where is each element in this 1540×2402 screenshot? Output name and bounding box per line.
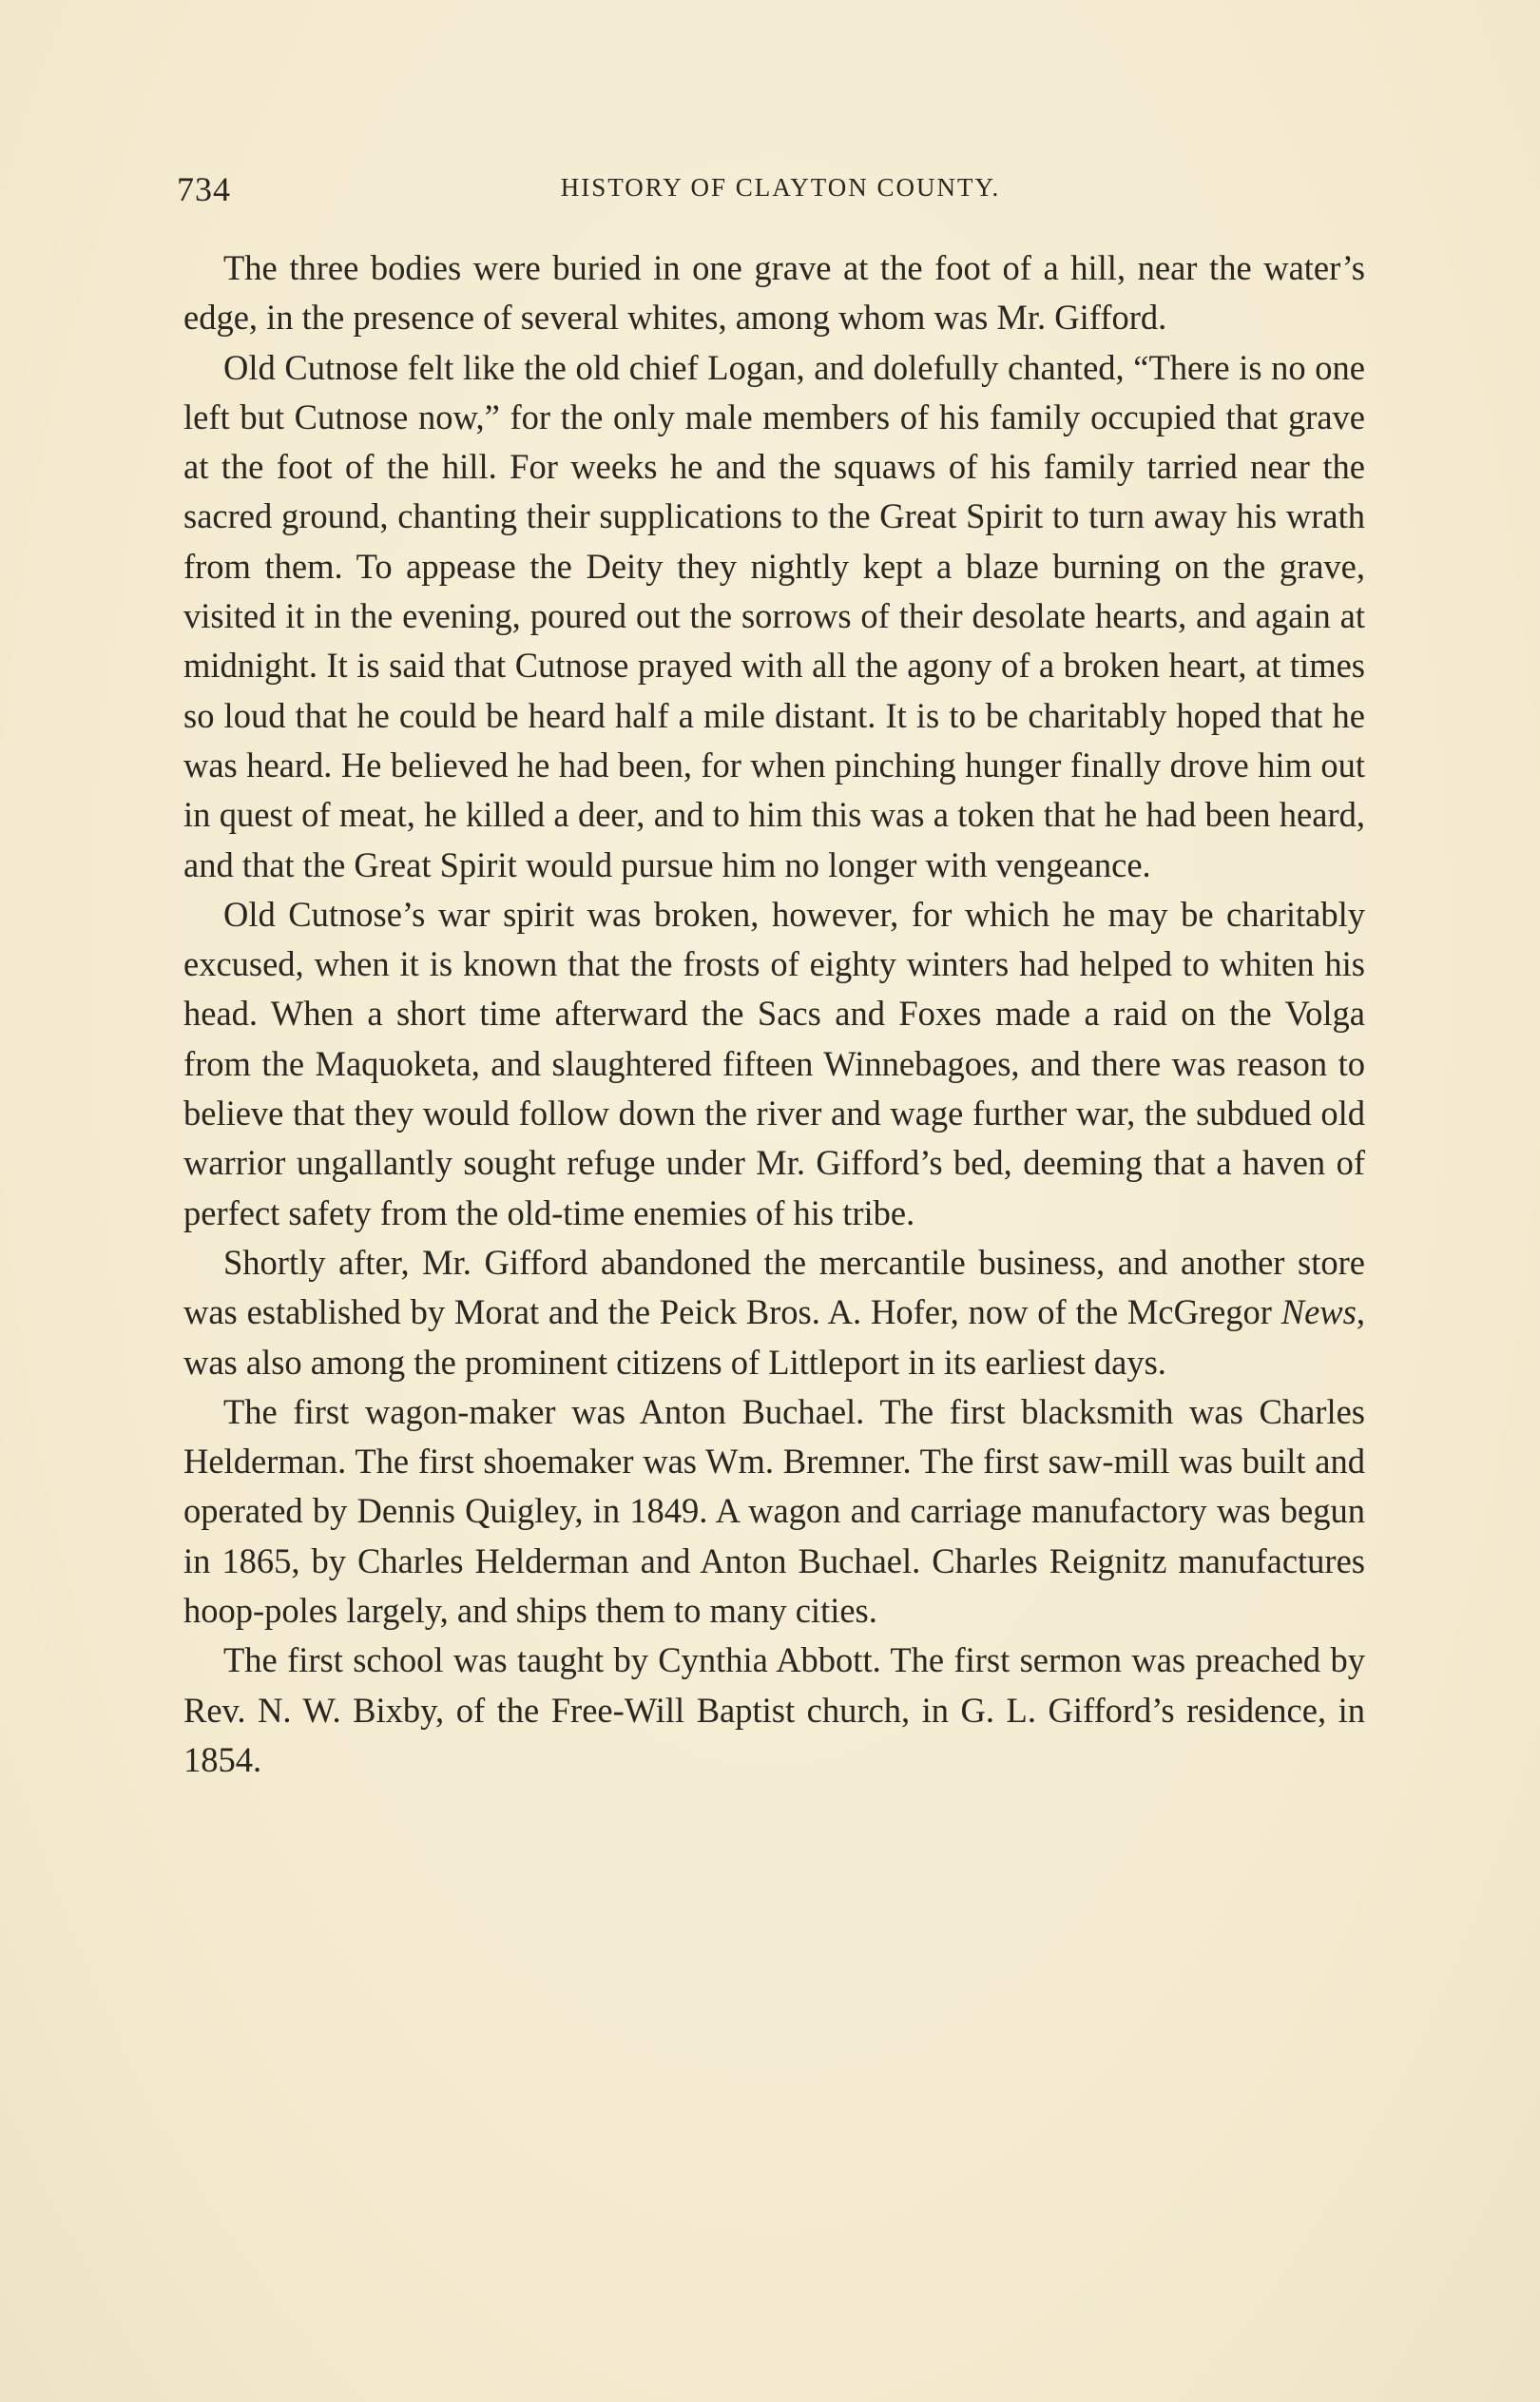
paragraph-first-tradesmen: The first wagon-maker was Anton Buchael. The first blacksmith was Charles Helderman. The first shoemaker was Wm. Bremner. The first saw-mill was built and operated by Dennis Quigley, in 1849. A wagon and carriage manufactory was begun in 1865, by Charles Helderman and Anton Buchael. Charles Reignitz manufactures hoop-poles largely, and ships them to many cities. (183, 1391, 1365, 1631)
paragraph-cutnose-mourning: Old Cutnose felt like the old chief Logan, and dolefully chanted, “There is no one left but Cutnose now,” for the only male members of his family occupied that grave at the foot of the hill. For weeks he and the squaws of his family tarried near the sacred ground, chanting their supplications to the Great Spirit to turn away his wrath from them. To appease the Deity they nightly kept a blaze burning on the grave, visited it in the evening, poured out the sorrows of their desolate hearts, and again at midnight. It is said that Cutnose prayed with all the agony of a broken heart, at times so loud that he could be heard half a mile distant. It is to be charitably hoped that he was heard. He believed he had been, for when pinching hunger finally drove him out in quest of meat, he killed a deer, and to him this was a token that he had been heard, and that the Great Spirit would pursue him no longer with vengeance. (183, 347, 1365, 884)
paragraph-text-after: , was also among the prominent citizens of Littleport in its earliest days. (183, 1292, 1365, 1382)
paragraph-gifford-store (183, 1238, 1365, 1387)
paragraph-cutnose-war-spirit: Old Cutnose’s war spirit was broken, however, for which he may be charitably excused, when it is known that the frosts of eighty winters had helped to whiten his head. When a short time afterward the Sacs and Foxes made a raid on the Volga from the Maquoketa, and slaughtered fifteen Winnebagoes, and there was reason to believe that they would follow down the river and wage further war, the subdued old warrior ungallantly sought refuge under Mr. Gifford’s bed, deeming that a haven of perfect safety from the old-time enemies of his tribe. (183, 894, 1365, 1232)
body-text (183, 243, 1365, 1785)
paragraph-first-school: The first school was taught by Cynthia Abbott. The first sermon was preached by Rev. N. W. Bixby, of the Free-Will Baptist church, in G. L. Gifford’s residence, in 1854. (183, 1640, 1365, 1779)
paragraph-burial: The three bodies were buried in one grave at the foot of a hill, near the water’s edge, in the presence of several whites, among whom was Mr. Gifford. (183, 248, 1365, 338)
newspaper-title: News (1280, 1292, 1357, 1332)
paragraph-text-before: Shortly after, Mr. Gifford abandoned the mercantile business, and another store was established by Morat and the Peick Bros. A. Hofer, now of the McGregor (183, 1242, 1365, 1332)
running-title: HISTORY OF CLAYTON COUNTY. (560, 173, 1001, 202)
page-number: 734 (177, 170, 231, 208)
page-header (177, 169, 1356, 217)
